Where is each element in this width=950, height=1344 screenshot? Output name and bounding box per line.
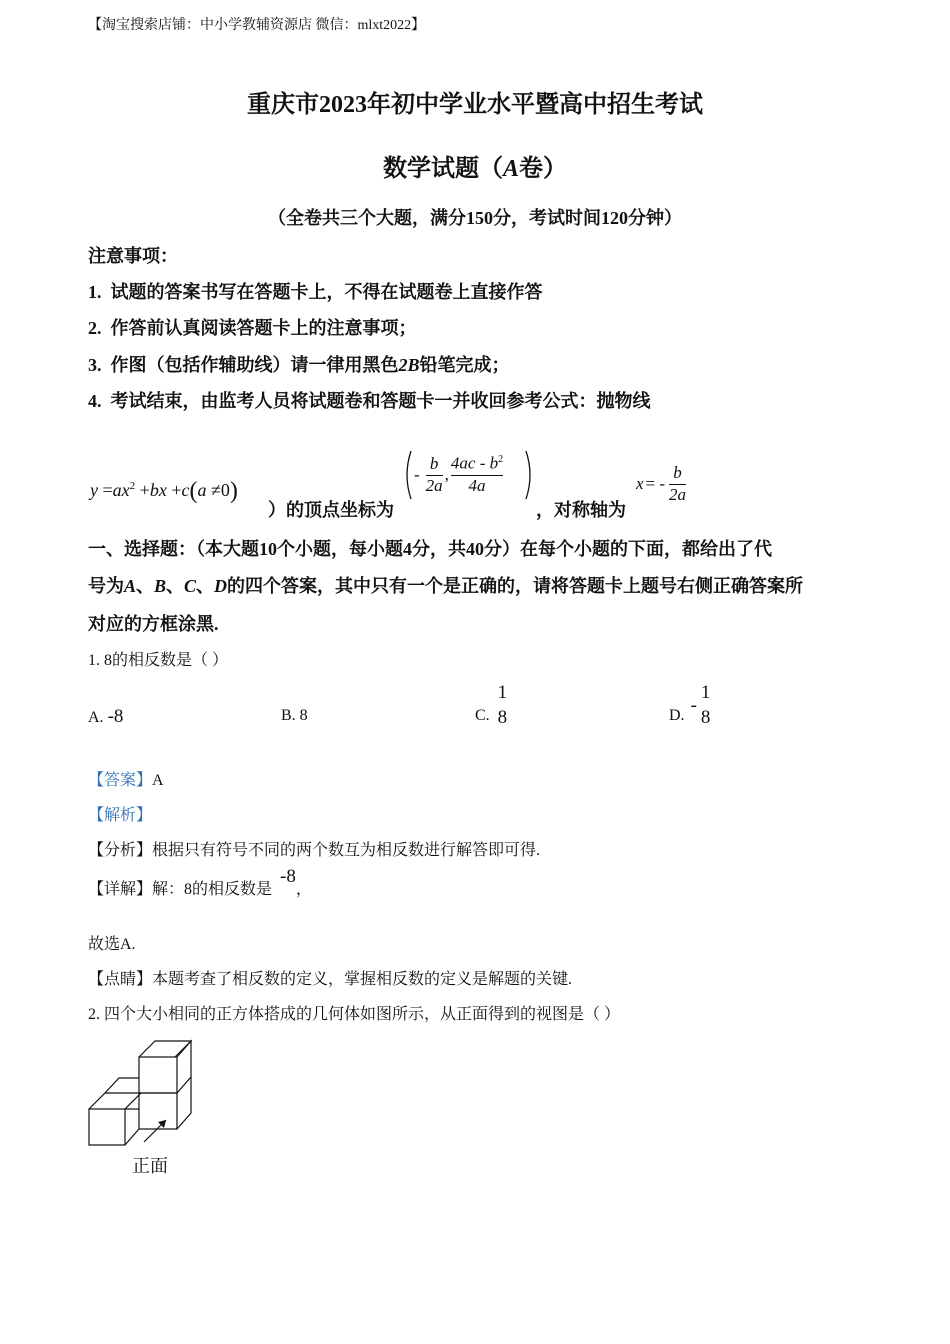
formula-eq: = [102, 480, 113, 500]
vertex-comma: , [444, 465, 449, 484]
notice-num: 2. [88, 318, 102, 338]
notice-heading: 注意事项： [88, 246, 178, 266]
vertex-frac2-den: 4a [468, 475, 486, 495]
q1-option-c [475, 680, 507, 732]
axis-label: ，对称轴为 [536, 500, 626, 520]
notice-item-3 [88, 351, 510, 377]
formula-bx: bx [149, 480, 167, 500]
cube-right-front [139, 1093, 177, 1129]
axis-frac-num: b [673, 462, 682, 482]
notice-2b: 2B [398, 355, 420, 375]
cube-back-top [105, 1078, 139, 1093]
notice-item-2 [88, 314, 417, 340]
vertex-frac1 [426, 455, 443, 495]
option-value: 8 [299, 707, 308, 724]
section1-line2 [88, 572, 803, 598]
vertex-frac2-num-a: 4ac [450, 454, 476, 474]
option-fraction [498, 683, 508, 729]
q1-detail [88, 866, 312, 900]
cube-left-front [89, 1109, 125, 1145]
cube-top-face [139, 1041, 191, 1057]
option-num: 1 [700, 682, 711, 704]
formula-plus: + [139, 480, 150, 500]
section1-line3: 对应的方框涂黑. [88, 614, 219, 634]
answer-tag: 【答案】 [88, 772, 153, 789]
q1-option-d [669, 680, 710, 732]
q1-option-b [281, 707, 308, 725]
cube-top-front [139, 1057, 177, 1093]
section1-text: 号为 [88, 576, 124, 596]
formula-sq: 2 [129, 480, 136, 492]
vertex-frac2-sq: 2 [498, 454, 504, 466]
option-label: D. [669, 707, 685, 724]
vertex-minus: - [414, 465, 420, 484]
formula-zero: 0 [220, 480, 230, 500]
option-label: A. [88, 709, 104, 726]
vertex-frac1-den: 2a [425, 475, 443, 495]
option-value: -8 [107, 706, 124, 727]
option-den: 8 [497, 707, 508, 728]
parabola-formula [90, 478, 238, 505]
title-line1: 重庆市2023年初中学业水平暨高中招生考试 [247, 92, 703, 118]
figure-label: 正面 [132, 1156, 168, 1176]
notice-text: 作答前认真阅读答题卡上的注意事项； [110, 318, 417, 338]
notice-item-4 [88, 387, 651, 413]
notice-text: 作图（包括作辅助线）请一律用黑色 [110, 355, 399, 375]
section1-line1: 一、选择题：（本大题10个小题，每小题4分，共40分）在每个小题的下面，都给出了代 [88, 539, 772, 559]
q1-comment: 【点睛】本题考查了相反数的定义，掌握相反数的定义是解题的关键. [88, 971, 573, 988]
vertex-frac2-num-b: b [489, 454, 499, 474]
formula-y: y [90, 480, 98, 500]
vertex-frac2 [451, 454, 503, 495]
axis-eq: = - [645, 474, 666, 493]
axis-x: x [636, 474, 644, 493]
formula-ax: ax [112, 480, 130, 500]
section1-opt-a: A [124, 576, 137, 596]
option-den: 8 [700, 707, 711, 728]
subtitle: （全卷共三个大题，满分150分，考试时间120分钟） [268, 208, 682, 228]
formula-paren-open: ( [189, 478, 198, 504]
option-num: 1 [497, 682, 508, 704]
section1-opt-b: B [154, 576, 167, 596]
notice-num: 3. [88, 355, 102, 375]
section1-sep: 、 [196, 576, 215, 596]
detail-value: -8 [280, 866, 296, 887]
option-label: C. [475, 707, 490, 724]
vertex-label: ）的顶点坐标为 [268, 500, 394, 520]
formula-plus: + [171, 480, 182, 500]
section1-sep: 、 [136, 576, 155, 596]
section1-text: 的四个答案，其中只有一个是正确的，请将答题卡上题号右侧正确答案所 [227, 576, 804, 596]
notice-text: 铅笔完成； [419, 355, 510, 375]
q1-choose: 故选A. [88, 936, 136, 953]
title-line2-post: 卷） [519, 156, 567, 182]
axis-frac [669, 464, 686, 504]
title-line2-pre: 数学试题（ [382, 156, 503, 182]
section1-opt-d: D [214, 576, 228, 596]
formula-neq: ≠ [210, 480, 221, 500]
formula-c: c [181, 480, 190, 500]
axis-formula [636, 460, 686, 508]
q1-fenxi: 【分析】根据只有符号不同的两个数互为相反数进行解答即可得. [88, 842, 541, 859]
q2-stem: 2. 四个大小相同的正方体搭成的几何体如图所示，从正面得到的视图是（ ） [88, 1006, 621, 1023]
section1-sep: 、 [166, 576, 185, 596]
detail-text: 【详解】解：8的相反数是 [88, 881, 273, 898]
detail-text: ， [295, 881, 312, 898]
option-sign: - [690, 695, 697, 716]
notice-num: 4. [88, 391, 102, 411]
option-fraction [701, 683, 711, 729]
title-line2 [0, 148, 950, 183]
formula-paren-close: ) [229, 478, 238, 504]
vertex-frac2-minus: - [475, 454, 490, 474]
answer-value: A [152, 772, 164, 789]
notice-num: 1. [88, 282, 102, 302]
header-note: 【淘宝搜索店铺：中小学教辅资源店 微信：mlxt2022】 [88, 18, 426, 33]
q1-answer [88, 767, 164, 790]
option-label: B. [281, 707, 296, 724]
cube-figure [86, 1038, 196, 1150]
notice-text: 考试结束，由监考人员将试题卷和答题卡一并收回参考公式：抛物线 [110, 391, 651, 411]
notice-item-1 [88, 278, 543, 304]
vertex-frac1-num: b [429, 453, 439, 473]
q1-option-a [88, 706, 123, 728]
axis-frac-den: 2a [669, 484, 687, 504]
formula-a: a [197, 480, 207, 500]
notice-text: 试题的答案书写在答题卡上，不得在试题卷上直接作答 [110, 282, 543, 302]
section1-opt-c: C [184, 576, 197, 596]
title-line2-a: A [502, 156, 519, 182]
q1-analysis-tag: 【解析】 [88, 807, 153, 824]
q1-stem: 1. 8的相反数是（ ） [88, 652, 229, 669]
